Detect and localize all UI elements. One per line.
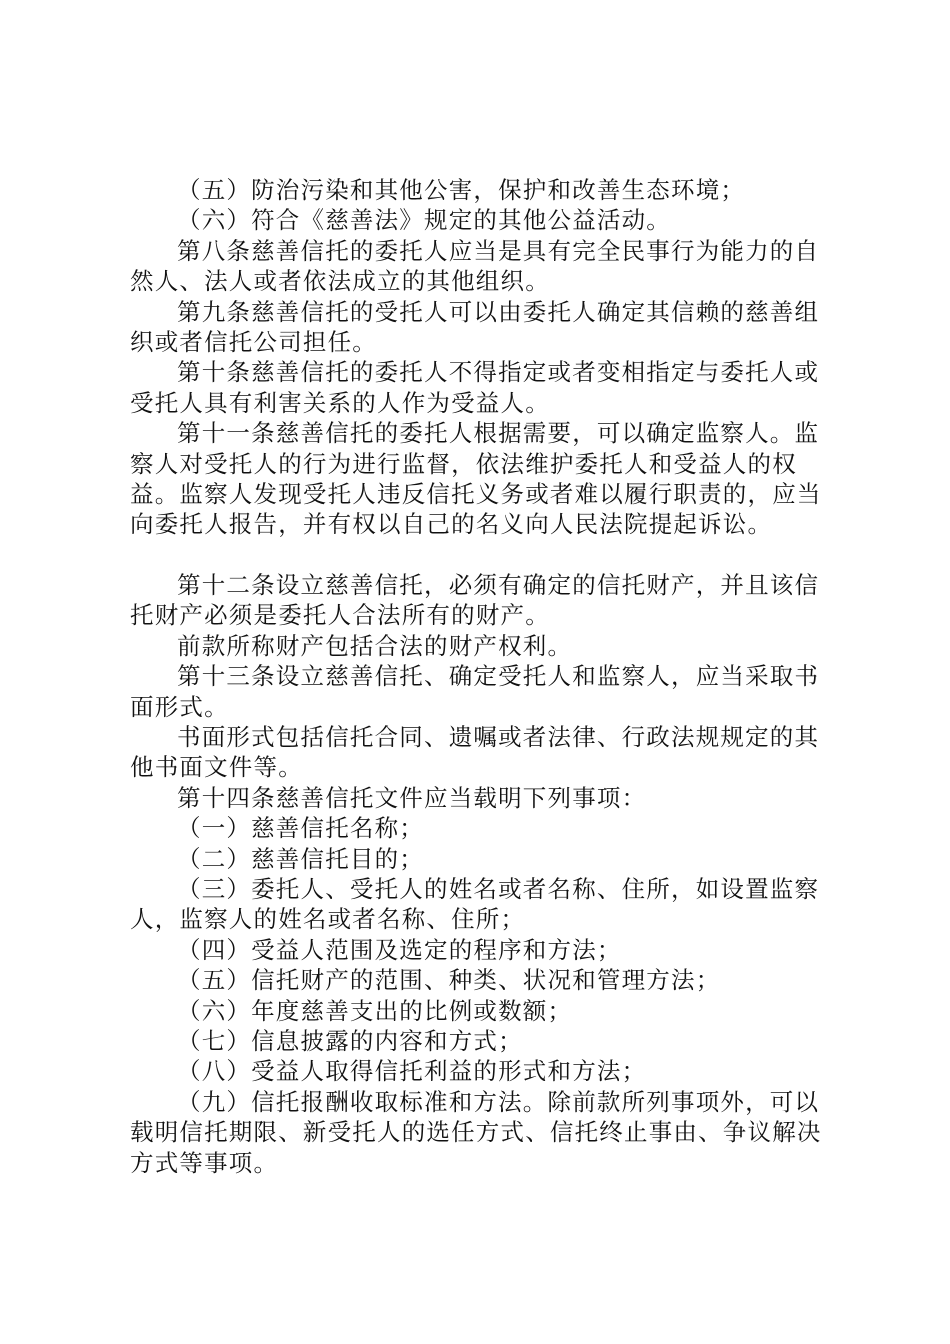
paragraph: （六）符合《慈善法》规定的其他公益活动。 bbox=[177, 206, 671, 235]
list-item: （二）慈善信托目的； bbox=[177, 844, 424, 873]
paragraph: 书面形式包括信托合同、遗嘱或者法律、行政法规规定的其他书面文件等。 bbox=[130, 722, 820, 782]
paragraph-gap bbox=[130, 540, 840, 570]
paragraph: （五）防治污染和其他公害，保护和改善生态环境； bbox=[177, 176, 746, 204]
list-item: （八）受益人取得信托利益的形式和方法； bbox=[177, 1057, 647, 1086]
list-item: （三）委托人、受托人的姓名或者名称、住所，如设置监察人，监察人的姓名或者名称、住所； bbox=[130, 874, 820, 934]
list-item: （七）信息披露的内容和方式； bbox=[177, 1026, 523, 1055]
list-item: （六）年度慈善支出的比例或数额； bbox=[177, 996, 573, 1025]
paragraph: 前款所称财产包括合法的财产权利。 bbox=[177, 631, 573, 660]
document-page bbox=[130, 175, 840, 1178]
list-item: （九）信托报酬收取标准和方法。除前款所列事项外，可以载明信托期限、新受托人的选任方式、信托终止事由、争议解决方式等事项。 bbox=[130, 1087, 822, 1177]
list-item: （一）慈善信托名称； bbox=[177, 814, 424, 843]
article-8: 第八条慈善信托的委托人应当是具有完全民事行为能力的自然人、法人或者依法成立的其他组织。 bbox=[130, 236, 820, 296]
article-9: 第九条慈善信托的受托人可以由委托人确定其信赖的慈善组织或者信托公司担任。 bbox=[130, 297, 820, 357]
article-12: 第十二条设立慈善信托，必须有确定的信托财产，并且该信托财产必须是委托人合法所有的财产。 bbox=[130, 570, 820, 630]
article-11: 第十一条慈善信托的委托人根据需要，可以确定监察人。监察人对受托人的行为进行监督，依法维护委托人和受益人的权益。监察人发现受托人违反信托义务或者难以履行职责的，应当向委托人报告，并有权以自己的名义向人民法院提起诉讼。 bbox=[130, 419, 822, 539]
article-10: 第十条慈善信托的委托人不得指定或者变相指定与委托人或受托人具有利害关系的人作为受益人。 bbox=[130, 358, 820, 417]
article-13: 第十三条设立慈善信托、确定受托人和监察人，应当采取书面形式。 bbox=[130, 662, 820, 721]
list-item: （四）受益人范围及选定的程序和方法； bbox=[177, 935, 622, 964]
list-item: （五）信托财产的范围、种类、状况和管理方法； bbox=[177, 966, 721, 995]
article-14: 第十四条慈善信托文件应当载明下列事项： bbox=[177, 783, 647, 812]
